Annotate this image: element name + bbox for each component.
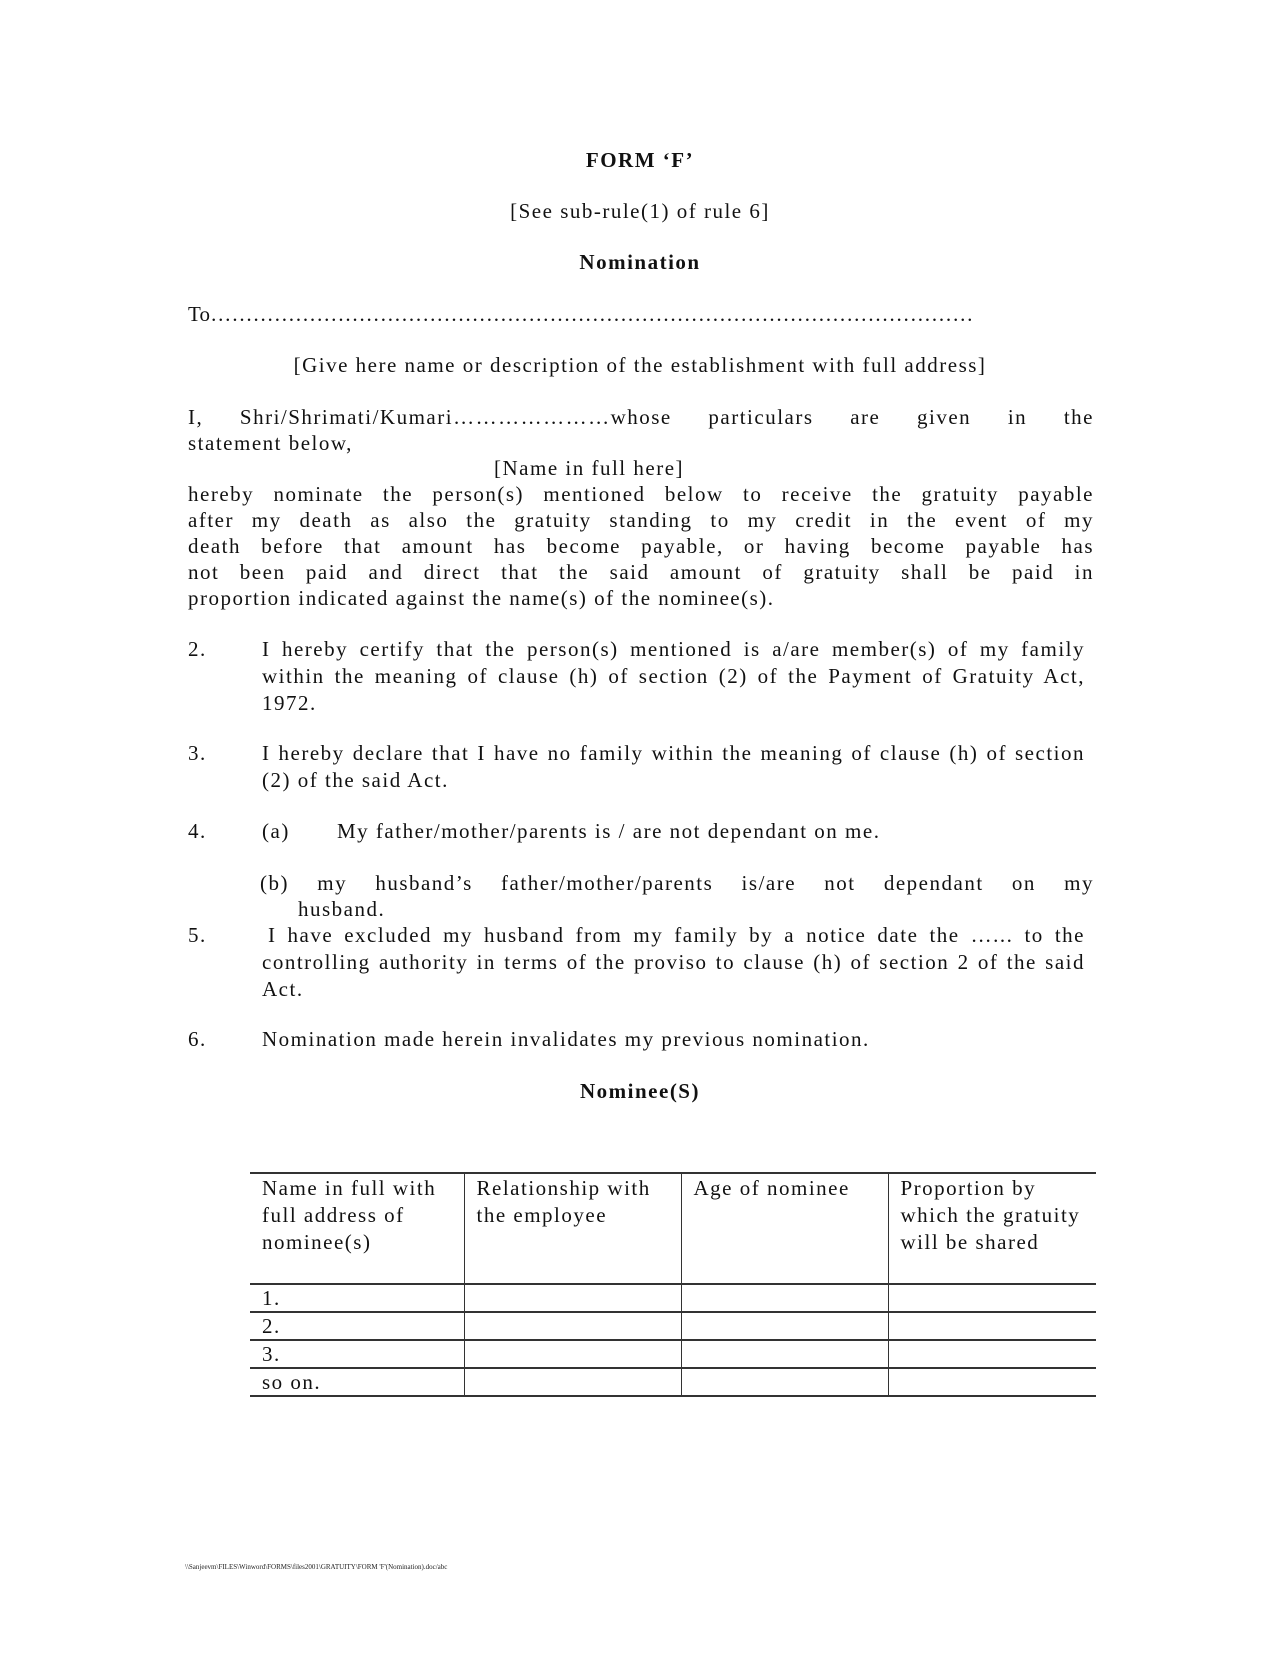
- table-cell: [464, 1284, 681, 1312]
- item-2-text: I hereby certify that the person(s) mentioned is a/are member(s) of my family within the meaning of clause (h) of section (2) of the Payment of Gratuity Act, 1972.: [262, 637, 1085, 715]
- form-title: FORM ‘F’: [585, 148, 695, 172]
- item-4b-line-1: (b) my husband’s father/mother/parents is/are not dependant on my: [260, 871, 1094, 895]
- table-cell: [681, 1312, 888, 1340]
- table-header-row: [250, 1173, 1096, 1284]
- table-cell: 2.: [250, 1312, 464, 1340]
- nominee-table: [250, 1172, 1096, 1397]
- table-cell: [681, 1368, 888, 1396]
- table-cell: [888, 1312, 1096, 1340]
- table-cell: [681, 1340, 888, 1368]
- table-cell: [888, 1340, 1096, 1368]
- table-row: [250, 1368, 1096, 1396]
- table-cell: so on.: [250, 1368, 464, 1396]
- table-cell: [888, 1284, 1096, 1312]
- file-path-footer: \\Sanjeevm\FILES\Winword\FORMS\files2001\GRATUITY\FORM 'F'(Nomination).doc/abc: [185, 1563, 448, 1571]
- table-row: [250, 1312, 1096, 1340]
- subrule-reference: [See sub-rule(1) of rule 6]: [510, 199, 770, 223]
- table-cell: [681, 1284, 888, 1312]
- item-6-text: Nomination made herein invalidates my previous nomination.: [262, 1027, 870, 1051]
- nominate-line-2: after my death as also the gratuity standing to my credit in the event of my: [188, 508, 1094, 532]
- to-line: To………………………………………………………………………………………………: [188, 302, 974, 326]
- table-row: [250, 1284, 1096, 1312]
- nominate-line-4: not been paid and direct that the said amount of gratuity shall be paid in: [188, 560, 1094, 584]
- item-2-number: 2.: [188, 637, 207, 661]
- item-6-number: 6.: [188, 1027, 207, 1051]
- item-3-text: I hereby declare that I have no family within the meaning of clause (h) of section (2) of the said Act.: [262, 741, 1085, 792]
- table-row: [250, 1340, 1096, 1368]
- intro-line-1: I, Shri/Shrimati/Kumari…………………whose particulars are given in the: [188, 405, 1094, 429]
- item-5-text: I have excluded my husband from my family by a notice date the …... to the controlling authority in terms of the proviso to clause (h) of section 2 of the said Act.: [262, 923, 1085, 1001]
- table-cell: 1.: [250, 1284, 464, 1312]
- establishment-hint: [Give here name or description of the establishment with full address]: [293, 353, 987, 377]
- nominate-line-1: hereby nominate the person(s) mentioned below to receive the gratuity payable: [188, 482, 1094, 506]
- item-4-number: 4.: [188, 819, 207, 843]
- column-header: Name in full with full address of nominee(s): [250, 1173, 464, 1284]
- item-4a-label: (a): [262, 819, 290, 843]
- nominate-line-5: proportion indicated against the name(s) of the nominee(s).: [188, 586, 775, 610]
- table-cell: [888, 1368, 1096, 1396]
- item-4a-text: My father/mother/parents is / are not dependant on me.: [337, 819, 881, 843]
- table-cell: 3.: [250, 1340, 464, 1368]
- column-header: Proportion by which the gratuity will be shared: [888, 1173, 1096, 1284]
- table-cell: [464, 1368, 681, 1396]
- nominate-line-3: death before that amount has become payable, or having become payable has: [188, 534, 1094, 558]
- name-hint: [Name in full here]: [494, 456, 685, 480]
- nomination-heading: Nomination: [579, 250, 701, 274]
- item-4b-line-2: husband.: [298, 897, 386, 921]
- table-cell: [464, 1340, 681, 1368]
- table-cell: [464, 1312, 681, 1340]
- intro-line-2: statement below,: [188, 431, 353, 455]
- item-3-number: 3.: [188, 741, 207, 765]
- nominee-heading: Nominee(S): [580, 1079, 700, 1103]
- column-header: Age of nominee: [681, 1173, 888, 1284]
- column-header: Relationship with the employee: [464, 1173, 681, 1284]
- item-5-number: 5.: [188, 923, 207, 947]
